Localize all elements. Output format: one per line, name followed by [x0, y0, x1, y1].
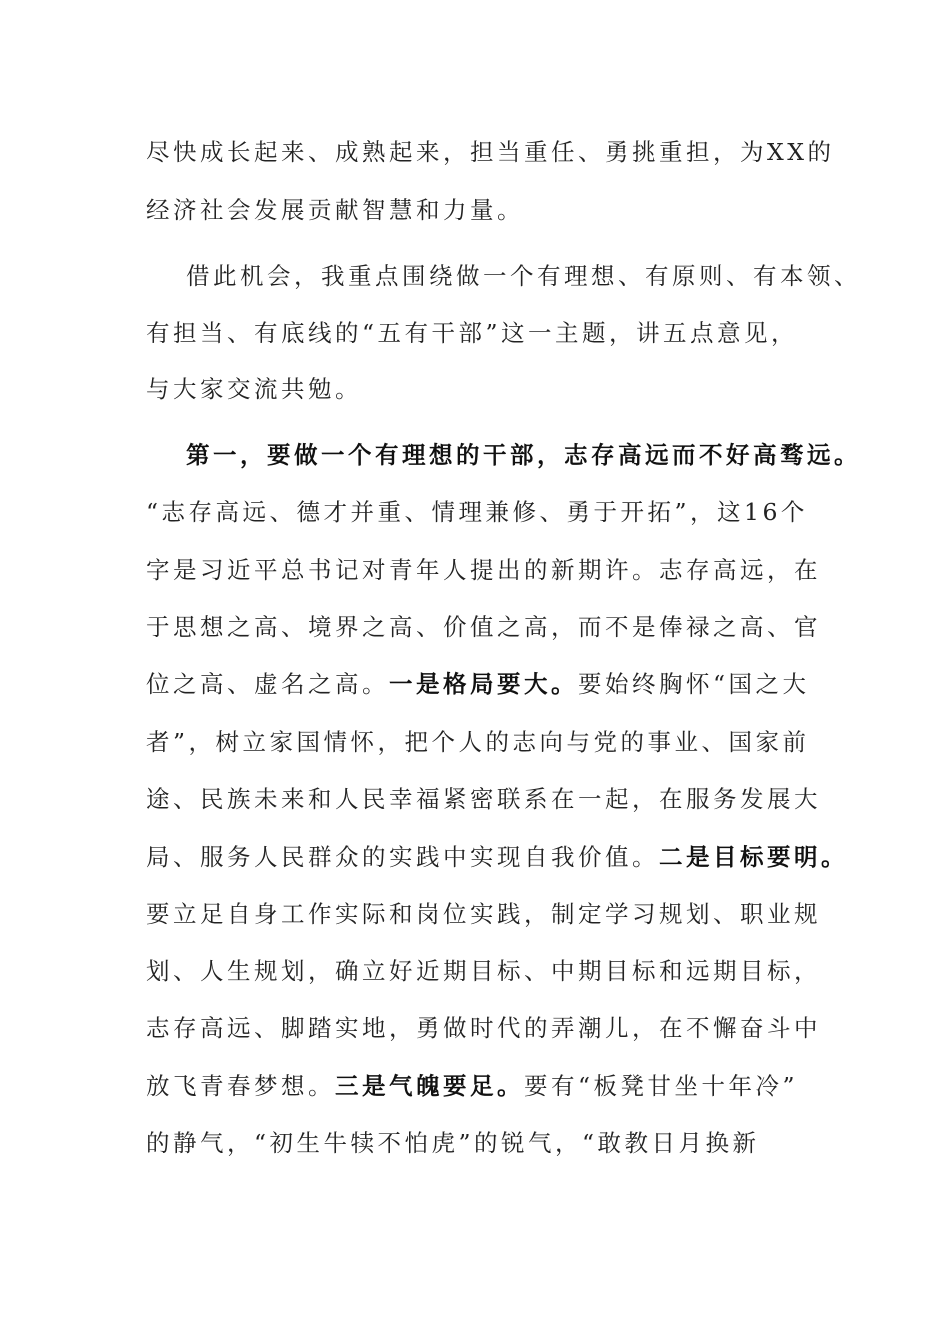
- subpoint-heading: 一是格局要大。: [389, 670, 578, 698]
- paragraph-3-line-11: 志存高远、脚踏实地，勇做时代的弄潮儿，在不懈奋斗中: [146, 1014, 821, 1042]
- paragraph-3-line-8: [146, 842, 848, 872]
- subpoint-heading: 二是目标要明。: [659, 843, 848, 871]
- paragraph-3-line-9: 要立足自身工作实际和岗位实践，制定学习规划、职业规: [146, 900, 821, 928]
- paragraph-3-line-3: 字是习近平总书记对青年人提出的新期许。志存高远，在: [146, 556, 821, 584]
- paragraph-2-line-1: 借此机会，我重点围绕做一个有理想、有原则、有本领、: [186, 262, 861, 290]
- paragraph-2-line-3: 与大家交流共勉。: [146, 375, 362, 403]
- paragraph-1-line-1: 尽快成长起来、成熟起来，担当重任、勇挑重担，为XX的: [146, 138, 835, 166]
- text-run: 局、服务人民群众的实践中实现自我价值。: [146, 843, 659, 871]
- paragraph-3-line-6: 者”，树立家国情怀，把个人的志向与党的事业、国家前: [146, 728, 810, 756]
- paragraph-2-line-2: 有担当、有底线的“五有干部”这一主题，讲五点意见，: [146, 319, 799, 347]
- paragraph-3-line-7: 途、民族未来和人民幸福紧密联系在一起，在服务发展大: [146, 785, 821, 813]
- text-run: 放飞青春梦想。: [146, 1072, 335, 1100]
- paragraph-1-line-2: 经济社会发展贡献智慧和力量。: [146, 196, 524, 224]
- subpoint-heading: 三是气魄要足。: [335, 1072, 524, 1100]
- text-run: 要始终胸怀“国之大: [578, 670, 810, 698]
- text-run: 要有“板凳甘坐十年冷”: [524, 1072, 799, 1100]
- paragraph-3-line-2: “志存高远、德才并重、情理兼修、勇于开拓”，这16个: [146, 498, 808, 526]
- paragraph-3-line-10: 划、人生规划，确立好近期目标、中期目标和远期目标，: [146, 957, 821, 985]
- paragraph-3-line-4: 于思想之高、境界之高、价值之高，而不是俸禄之高、官: [146, 613, 821, 641]
- section-heading: 第一，要做一个有理想的干部，志存高远而不好高骛远。: [186, 441, 861, 469]
- text-run: 位之高、虚名之高。: [146, 670, 389, 698]
- paragraph-3-line-5: [146, 669, 810, 699]
- paragraph-3-line-13: 的静气，“初生牛犊不怕虎”的锐气，“敢教日月换新: [146, 1129, 760, 1157]
- paragraph-3-line-12: [146, 1071, 798, 1101]
